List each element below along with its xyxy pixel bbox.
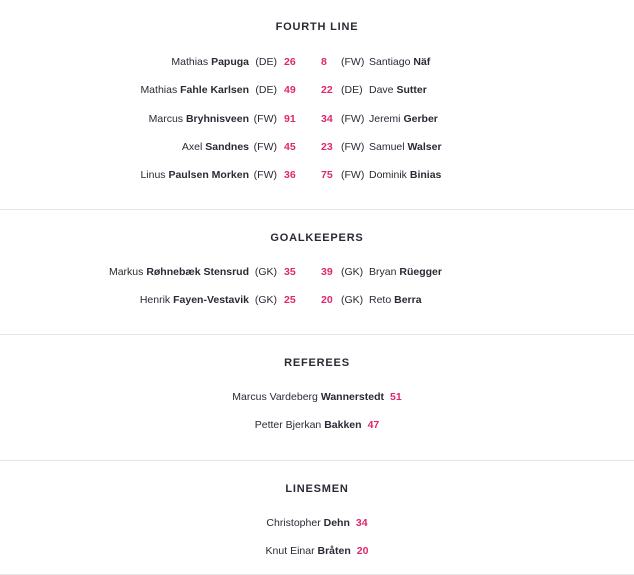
left-player[interactable]: Axel Sandnes <box>181 140 249 153</box>
official-number: 51 <box>390 391 402 403</box>
left-number: 49 <box>284 84 296 97</box>
right-player[interactable]: Reto Berra <box>369 294 422 307</box>
right-number: 39 <box>321 266 333 278</box>
left-player[interactable]: Mathias Papuga <box>171 56 249 68</box>
right-position: (FW) <box>341 169 365 182</box>
left-number: 91 <box>284 112 296 125</box>
left-position: (DE) <box>255 56 277 68</box>
left-player[interactable]: Marcus Bryhnisveen <box>148 112 249 125</box>
left-number: 36 <box>284 169 296 182</box>
lineup-row <box>0 84 634 112</box>
lineup-row <box>0 113 634 141</box>
right-number: 34 <box>321 112 333 125</box>
left-position: (GK) <box>254 294 277 307</box>
right-player[interactable]: Bryan Rüegger <box>369 266 442 278</box>
section-title-fourth-line: FOURTH LINE <box>275 21 359 33</box>
official-row[interactable]: Marcus Vardeberg Wannerstedt 51 <box>232 391 402 403</box>
right-number: 23 <box>321 140 333 153</box>
fourth-line-rows <box>0 49 634 197</box>
lineup-row <box>0 56 634 84</box>
official-number: 47 <box>367 419 380 431</box>
left-position: (DE) <box>255 84 277 97</box>
right-number: 22 <box>321 84 333 97</box>
right-player[interactable]: Dominik Binias <box>369 169 442 182</box>
right-player[interactable]: Santiago Näf <box>369 56 431 68</box>
lineup-row <box>0 141 634 169</box>
right-number: 75 <box>321 169 333 182</box>
left-player[interactable]: Henrik Fayen-Vestavik <box>139 294 249 307</box>
right-player[interactable]: Dave Sutter <box>369 84 427 97</box>
left-number: 26 <box>284 56 296 68</box>
left-number: 35 <box>284 266 296 278</box>
right-position: (FW) <box>341 56 365 68</box>
right-number: 20 <box>321 294 333 307</box>
left-number: 25 <box>284 294 296 307</box>
left-player[interactable]: Mathias Fahle Karlsen <box>140 84 249 97</box>
lineup-row <box>0 266 634 294</box>
right-position: (DE) <box>341 84 363 97</box>
right-player[interactable]: Jeremi Gerber <box>369 112 438 125</box>
referees-section <box>0 335 634 461</box>
left-position: (GK) <box>254 266 277 278</box>
section-title-linesmen: LINESMEN <box>285 483 349 495</box>
official-row[interactable]: Christopher Dehn 34 <box>266 517 368 529</box>
right-position: (FW) <box>341 112 365 125</box>
right-position: (FW) <box>341 140 365 153</box>
right-position: (GK) <box>341 294 364 307</box>
left-position: (FW) <box>253 140 277 153</box>
right-number: 8 <box>321 56 327 68</box>
left-position: (FW) <box>253 169 277 182</box>
left-position: (FW) <box>253 112 277 125</box>
left-number: 45 <box>284 140 296 153</box>
linesmen-rows <box>0 511 634 573</box>
fourth-line-section <box>0 0 634 210</box>
lineup-row <box>0 169 634 197</box>
lineup-row <box>0 294 634 322</box>
official-row[interactable]: Knut Einar Bråten 20 <box>265 545 369 557</box>
right-position: (GK) <box>341 266 364 278</box>
left-player[interactable]: Markus Røhnebæk Stensrud <box>108 266 249 278</box>
left-player[interactable]: Linus Paulsen Morken <box>140 169 249 182</box>
referees-rows <box>0 385 634 447</box>
goalkeepers-rows <box>0 260 634 323</box>
goalkeepers-section <box>0 210 634 335</box>
linesmen-section <box>0 461 634 575</box>
official-number: 34 <box>355 517 368 529</box>
official-number: 20 <box>356 545 369 557</box>
right-player[interactable]: Samuel Walser <box>369 140 442 153</box>
section-title-goalkeepers: GOALKEEPERS <box>270 232 364 244</box>
official-row[interactable]: Petter Bjerkan Bakken 47 <box>254 419 380 431</box>
section-title-referees: REFEREES <box>284 357 350 369</box>
